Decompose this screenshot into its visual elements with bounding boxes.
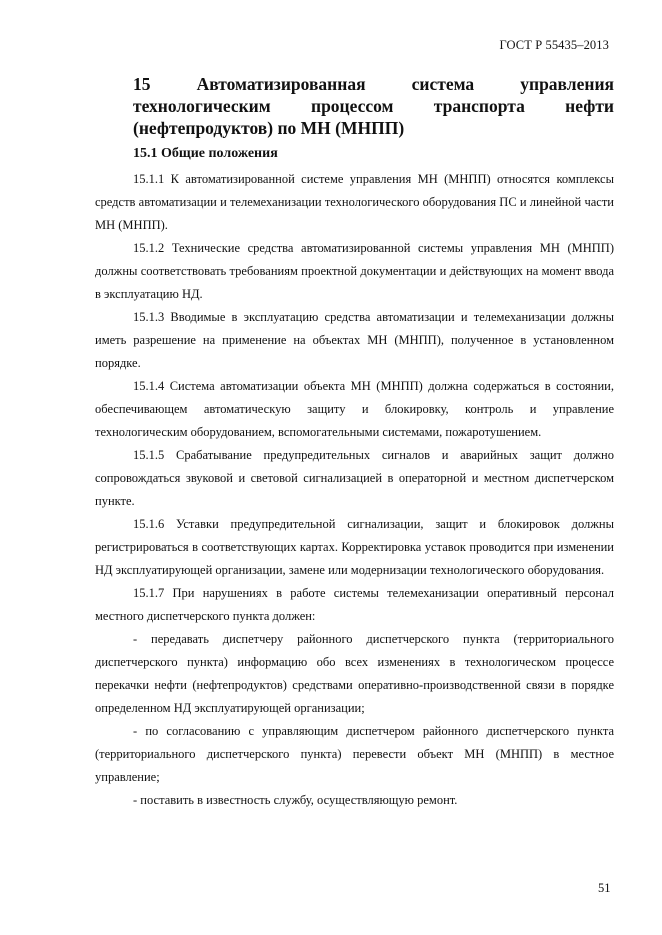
paragraph-15-1-7: 15.1.7 При нарушениях в работе системы телемеханизации оперативный персонал местного диспетчерского пункта должен: bbox=[95, 586, 614, 623]
paragraph-15-1-3: 15.1.3 Вводимые в эксплуатацию средства автоматизации и телемеханизации должны иметь разрешение на применение на объектах МН (МНПП), полученное в установленном порядке. bbox=[95, 310, 614, 370]
section-heading-line-1: 15 Автоматизированная система управления bbox=[133, 74, 614, 94]
paragraph-15-1-4: 15.1.4 Система автоматизации объекта МН (МНПП) должна содержаться в состоянии, обеспечивающем автоматическую защиту и блокировку, контроль и управление технологическим оборудованием, вспомогательными системами, пожаротушением. bbox=[95, 379, 614, 439]
document-body bbox=[95, 168, 614, 812]
list-item: - передавать диспетчеру районного диспетчерского пункта (территориального диспетчерского пункта) информацию обо всех изменениях в технологическом процессе перекачки нефти (нефтепродуктов) средствами оперативно-производственной связи в порядке определенном НД эксплуатирующей организации; bbox=[95, 632, 614, 715]
section-heading-line-2: технологическим процессом транспорта нефти bbox=[133, 96, 614, 116]
page-number: 51 bbox=[598, 881, 611, 895]
subsection-heading: 15.1 Общие положения bbox=[133, 146, 278, 161]
list-item: - поставить в известность службу, осуществляющую ремонт. bbox=[133, 793, 458, 807]
standard-designation: ГОСТ Р 55435–2013 bbox=[499, 38, 609, 52]
list-item: - по согласованию с управляющим диспетчером районного диспетчерского пункта (территориального диспетчерского пункта) перевести объект МН (МНПП) в местное управление; bbox=[95, 724, 614, 784]
section-heading-line-3: (нефтепродуктов) по МН (МНПП) bbox=[133, 118, 405, 138]
paragraph-15-1-5: 15.1.5 Срабатывание предупредительных сигналов и аварийных защит должно сопровождаться звуковой и световой сигнализацией в операторной и местном диспетчерском пункте. bbox=[95, 448, 614, 508]
section-heading bbox=[133, 73, 614, 139]
paragraph-15-1-2: 15.1.2 Технические средства автоматизированной системы управления МН (МНПП) должны соответствовать требованиям проектной документации и действующих на момент ввода в эксплуатацию НД. bbox=[95, 241, 614, 301]
paragraph-15-1-6: 15.1.6 Уставки предупредительной сигнализации, защит и блокировок должны регистрироваться в соответствующих картах. Корректировка уставок проводится при изменении НД эксплуатирующей организации, замене или модернизации технологического оборудования. bbox=[95, 517, 614, 577]
paragraph-15-1-1: 15.1.1 К автоматизированной системе управления МН (МНПП) относятся комплексы средств автоматизации и телемеханизации технологического оборудования ПС и линейной части МН (МНПП). bbox=[95, 172, 614, 232]
